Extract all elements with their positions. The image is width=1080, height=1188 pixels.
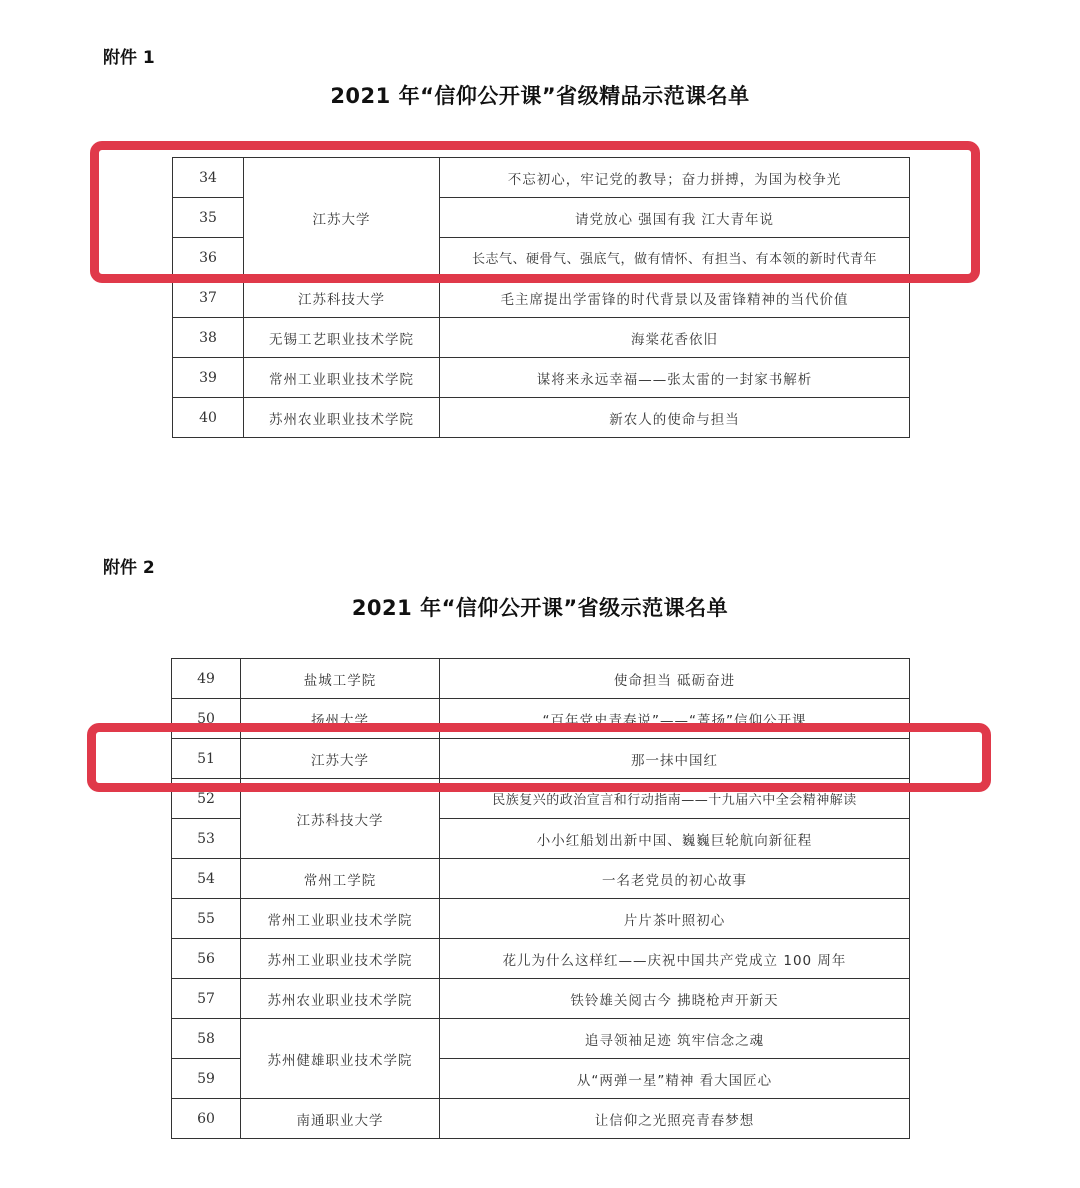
- school-name: 江苏科技大学: [241, 779, 440, 859]
- course-title: 一名老党员的初心故事: [440, 859, 910, 899]
- school-name: 苏州农业职业技术学院: [244, 398, 440, 438]
- row-number: 59: [172, 1059, 241, 1099]
- course-title: 谋将来永远幸福——张太雷的一封家书解析: [440, 358, 910, 398]
- course-title: 铁铃雄关阅古今 拂晓枪声开新天: [440, 979, 910, 1019]
- table-row: [173, 318, 910, 358]
- course-title: “百年党史青春说”——“菁扬”信仰公开课: [440, 699, 910, 739]
- row-number: 57: [172, 979, 241, 1019]
- table-row: [173, 158, 910, 198]
- table-row: [173, 398, 910, 438]
- table-row: [172, 899, 910, 939]
- course-title: 那一抹中国红: [440, 739, 910, 779]
- school-name: 苏州健雄职业技术学院: [241, 1019, 440, 1099]
- school-name: 无锡工艺职业技术学院: [244, 318, 440, 358]
- course-title: 新农人的使命与担当: [440, 398, 910, 438]
- attachment-1-label: 附件 1: [103, 48, 155, 68]
- course-title: 不忘初心，牢记党的教导；奋力拼搏，为国为校争光: [440, 158, 910, 198]
- table-row: [172, 779, 910, 819]
- course-title: 小小红船划出新中国、巍巍巨轮航向新征程: [440, 819, 910, 859]
- course-title: 海棠花香依旧: [440, 318, 910, 358]
- school-name: 苏州工业职业技术学院: [241, 939, 440, 979]
- school-name: 江苏大学: [244, 158, 440, 278]
- course-title: 毛主席提出学雷锋的时代背景以及雷锋精神的当代价值: [440, 278, 910, 318]
- row-number: 51: [172, 739, 241, 779]
- row-number: 53: [172, 819, 241, 859]
- table-row: [172, 859, 910, 899]
- row-number: 60: [172, 1099, 241, 1139]
- row-number: 36: [173, 238, 244, 278]
- row-number: 58: [172, 1019, 241, 1059]
- row-number: 54: [172, 859, 241, 899]
- row-number: 38: [173, 318, 244, 358]
- course-title: 从“两弹一星”精神 看大国匠心: [440, 1059, 910, 1099]
- row-number: 50: [172, 699, 241, 739]
- row-number: 37: [173, 278, 244, 318]
- table-row: [172, 979, 910, 1019]
- table-row: [173, 278, 910, 318]
- row-number: 56: [172, 939, 241, 979]
- school-name: 苏州农业职业技术学院: [241, 979, 440, 1019]
- school-name: 江苏科技大学: [244, 278, 440, 318]
- row-number: 49: [172, 659, 241, 699]
- course-title: 花儿为什么这样红——庆祝中国共产党成立 100 周年: [440, 939, 910, 979]
- school-name: 常州工学院: [241, 859, 440, 899]
- course-title: 民族复兴的政治宣言和行动指南——十九届六中全会精神解读: [440, 779, 910, 819]
- school-name: 扬州大学: [241, 699, 440, 739]
- row-number: 40: [173, 398, 244, 438]
- course-title: 追寻领袖足迹 筑牢信念之魂: [440, 1019, 910, 1059]
- row-number: 35: [173, 198, 244, 238]
- row-number: 39: [173, 358, 244, 398]
- row-number: 52: [172, 779, 241, 819]
- table-row: [172, 659, 910, 699]
- row-number: 55: [172, 899, 241, 939]
- table-row: [172, 739, 910, 779]
- table-row: [173, 358, 910, 398]
- table-row: [172, 699, 910, 739]
- attachment-2-title: 2021 年“信仰公开课”省级示范课名单: [351, 596, 729, 620]
- attachment-2-label: 附件 2: [103, 558, 155, 578]
- course-title: 让信仰之光照亮青春梦想: [440, 1099, 910, 1139]
- attachment-1-title: 2021 年“信仰公开课”省级精品示范课名单: [330, 84, 750, 108]
- row-number: 34: [173, 158, 244, 198]
- course-title: 片片茶叶照初心: [440, 899, 910, 939]
- school-name: 盐城工学院: [241, 659, 440, 699]
- table-row: [172, 939, 910, 979]
- course-title: 使命担当 砥砺奋进: [440, 659, 910, 699]
- course-title: 请党放心 强国有我 江大青年说: [440, 198, 910, 238]
- attachment-2-table: [171, 658, 910, 1139]
- table-row: [172, 1019, 910, 1059]
- school-name: 南通职业大学: [241, 1099, 440, 1139]
- school-name: 江苏大学: [241, 739, 440, 779]
- table-row: [172, 1099, 910, 1139]
- school-name: 常州工业职业技术学院: [244, 358, 440, 398]
- course-title: 长志气、硬骨气、强底气，做有情怀、有担当、有本领的新时代青年: [440, 238, 910, 278]
- school-name: 常州工业职业技术学院: [241, 899, 440, 939]
- attachment-1-table: [172, 157, 910, 438]
